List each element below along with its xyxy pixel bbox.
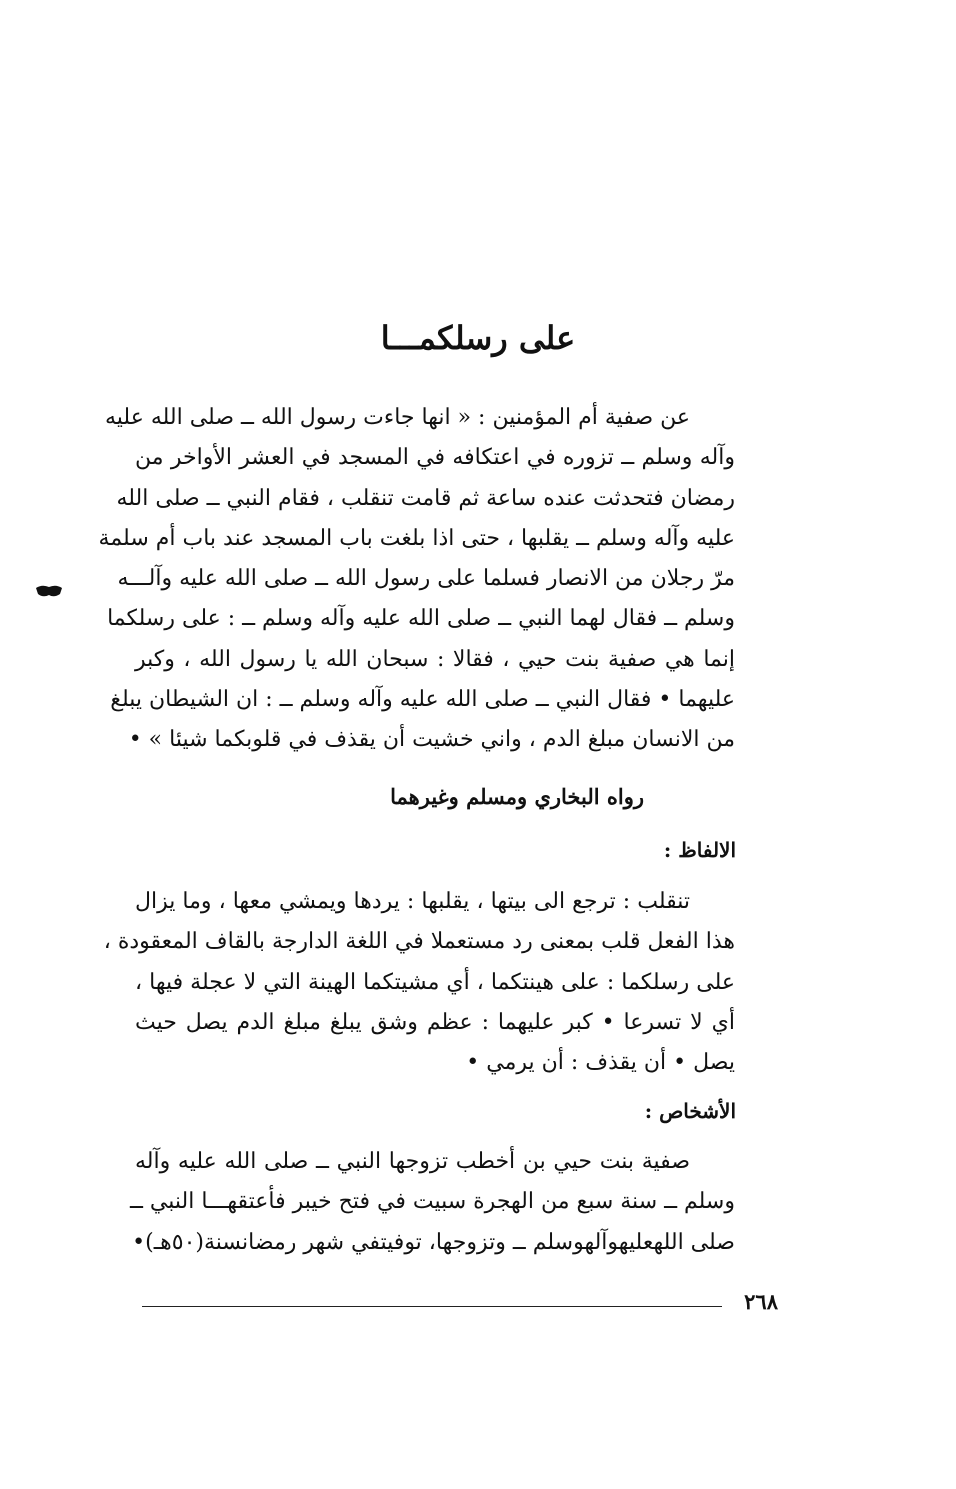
people-text <box>130 1142 780 1263</box>
page-title: على رسلكمـــا <box>380 319 576 357</box>
glossary-text <box>103 882 780 1083</box>
glossary-line: هذا الفعل قلب بمعنى رد مستعملا في اللغة الدارجة بالقاف المعقودة ، <box>103 929 735 955</box>
hadith-line: وسلم ــ فقال لهما النبي ــ صلى الله عليه وآله وسلم ــ : على رسلكما <box>107 606 735 632</box>
hadith-line: من الانسان مبلغ الدم ، واني خشيت أن يقذف في قلوبكما شيئا » • <box>128 727 735 753</box>
margin-ink-mark <box>34 582 64 602</box>
hadith-line: إنما هي صفية بنت حيي ، فقالا : سبحان الله يا رسول الله ، وكبر <box>135 646 735 672</box>
people-heading: الأشخاص : <box>644 1099 736 1123</box>
glossary-line: يصل • أن يقذف : أن يرمي • <box>466 1050 735 1076</box>
source-attribution: رواه البخاري ومسلم وغيرهما <box>390 784 644 809</box>
page-number: ٢٦٨ <box>744 1289 778 1314</box>
people-line: صلى اللهعليهوآلهوسلم ــ وتزوجها، توفيتفي شهر رمضانسنة(٥٠هـ)• <box>132 1229 735 1255</box>
hadith-line: عن صفية أم المؤمنين : « انها جاءت رسول الله ــ صلى الله عليه <box>104 405 690 430</box>
glossary-line: أي لا تسرعا • كبر عليهما : عظم وشق يبلغ مبلغ الدم يصل حيث <box>135 1009 735 1035</box>
hadith-line: مرّ رجلان من الانصار فسلما على رسول الله ــ صلى الله عليه وآلـــه <box>117 566 735 592</box>
people-line: وسلم ــ سنة سبع من الهجرة سبيت في فتح خيبر فأعتقهـــا النبي ــ <box>130 1189 735 1215</box>
hadith-text <box>98 398 780 761</box>
hadith-line: عليهما • فقال النبي ــ صلى الله عليه وآله وسلم ــ : ان الشيطان يبلغ <box>110 687 735 713</box>
glossary-line: على رسلكما : على هينتكما ، أي مشيتكما الهينة التي لا عجلة فيها ، <box>135 969 735 995</box>
glossary-heading: الالفاظ : <box>663 838 736 862</box>
hadith-line: وآله وسلم ــ تزوره في اعتكافه في المسجد في العشر الأواخر من <box>135 445 735 471</box>
footer-rule <box>142 1306 722 1307</box>
hadith-line: رمضان فتحدثت عنده ساعة ثم قامت تنقلب ، فقام النبي ــ صلى الله <box>116 485 735 511</box>
people-line: صفية بنت حيي بن أخطب تزوجها النبي ــ صلى الله عليه وآله <box>135 1149 690 1174</box>
hadith-line: عليه وآله وسلم ــ يقلبها ، حتى اذا بلغت باب المسجد عند باب أم سلمة <box>98 525 735 551</box>
glossary-line: تنقلب : ترجع الى بيتها ، يقلبها : يردها ويمشي معها ، وما يزال <box>135 889 690 914</box>
